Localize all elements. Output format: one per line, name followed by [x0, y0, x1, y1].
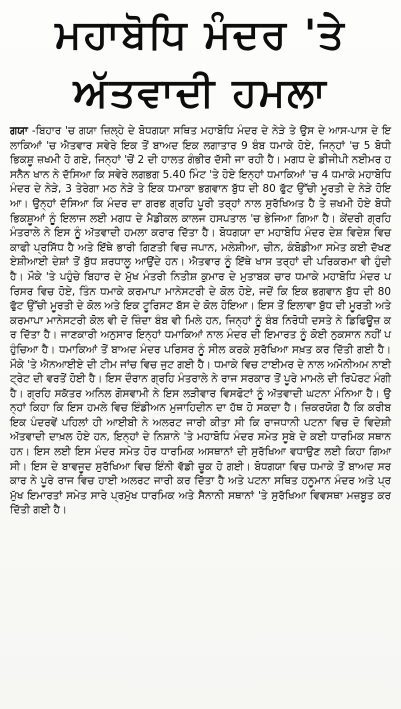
- article-body: [10, 124, 391, 518]
- headline: [10, 6, 391, 122]
- headline-line-2: ਅੱਤਵਾਦੀ ਹਮਲਾ: [73, 70, 328, 116]
- article-text: -ਬਿਹਾਰ 'ਚ ਗਯਾ ਜ਼ਿਲ੍ਹੇ ਦੇ ਬੋਧਗਯਾ ਸਥਿਤ ਮਹਾਬੋਧਿ ਮੰਦਰ ਦੇ ਨੇੜੇ ਤੇ ਉਸ ਦੇ ਆਸ-ਪਾਸ ਦੇ ਇਲਾਕਿਆਂ 'ਚ ਐਤਵਾਰ ਸਵੇਰੇ ਇਕ ਤੋਂ ਬਾਅਦ ਇਕ ਲਗਾਤਾਰ 9 ਬੰਬ ਧਮਾਕੇ ਹੋਏ, ਜਿਨ੍ਹਾਂ 'ਚ 5 ਬੋਧੀ ਭਿਕਸ਼ੂ ਜ਼ਖਮੀ ਹੋ ਗਏ, ਜਿਨ੍ਹਾਂ 'ਚੋਂ 2 ਦੀ ਹਾਲਤ ਗੰਭੀਰ ਦੱਸੀ ਜਾ ਰਹੀ ਹੈ। ਮਗਧ ਦੇ ਡੀਜੀਪੀ ਨਈਮਰ ਹਸਨੈਨ ਖਾਨ ਨੇ ਦੱਸਿਆ ਕਿ ਸਵੇਰੇ ਲਗਭਗ 5.40 ਮਿੰਟ 'ਤੇ ਹੋਏ ਇਨ੍ਹਾਂ ਧਮਾਕਿਆਂ 'ਚ 4 ਧਮਾਕੇ ਮਹਾਬੋਧਿ ਮੰਦਰ ਦੇ ਨੇੜੇ, 3 ਤੇਰੇਗਾ ਮਠ ਨੇੜੇ ਤੇ ਇਕ ਧਮਾਕਾ ਭਗਵਾਨ ਬੁੱਧ ਦੀ 80 ਫੁੱਟ ਉੱਚੀ ਮੂਰਤੀ ਦੇ ਨੇੜੇ ਹੋਇਆ। ਉਨ੍ਹਾਂ ਦੱਸਿਆ ਕਿ ਮੰਦਰ ਦਾ ਗਰਭ ਗ੍ਰਹਿ ਪੂਰੀ ਤਰ੍ਹਾਂ ਨਾਲ ਸੁਰੱਖਿਅਤ ਹੈ ਤੇ ਜ਼ਖਮੀ ਹੋਏ ਬੋਧੀ ਭਿਕਸ਼ੂਆਂ ਨੂੰ ਇਲਾਜ ਲਈ ਮਗਧ ਦੇ ਮੈਡੀਕਲ ਕਾਲਜ ਹਸਪਤਾਲ 'ਚ ਭੇਜਿਆ ਗਿਆ ਹੈ। ਕੇਂਦਰੀ ਗ੍ਰਹਿ ਮੰਤਰਾਲੇ ਨੇ ਇਸ ਨੂੰ ਅੱਤਵਾਦੀ ਹਮਲਾ ਕਰਾਰ ਦਿੱਤਾ ਹੈ। ਬੋਧਗਯਾ ਦਾ ਮਹਾਬੋਧਿ ਮੰਦਰ ਦੇਸ਼ ਵਿਦੇਸ਼ ਵਿਚ ਕਾਫੀ ਪ੍ਰਸਿੱਧ ਹੈ ਅਤੇ ਇੱਥੇ ਭਾਰੀ ਗਿਣਤੀ ਵਿਚ ਜਪਾਨ, ਮਲੇਸ਼ੀਆ, ਚੀਨ, ਕੰਬੋਡੀਆ ਸਮੇਤ ਕਈ ਦੱਖਣ ਏਸ਼ੀਆਈ ਦੇਸ਼ਾਂ ਤੋਂ ਬੁੱਧ ਸ਼ਰਧਾਲੂ ਆਉਂਦੇ ਹਨ। ਐਤਵਾਰ ਨੂੰ ਇੱਥੇ ਖਾਸ ਤਰ੍ਹਾਂ ਦੀ ਪਰਿਕਰਮਾ ਵੀ ਹੁੰਦੀ ਹੈ। ਮੌਕੇ 'ਤੇ ਪਹੁੰਚੇ ਬਿਹਾਰ ਦੇ ਮੁੱਖ ਮੰਤਰੀ ਨਿਤੀਸ਼ ਕੁਮਾਰ ਦੇ ਮੁਤਾਬਕ ਚਾਰ ਧਮਾਕੇ ਮਹਾਬੋਧਿ ਮੰਦਰ ਪਰਿਸਰ ਵਿਚ ਹੋਏ, ਤਿੰਨ ਧਮਾਕੇ ਕਰਮਾਪਾ ਮਾਨੇਸਟਰੀ ਦੇ ਕੋਲ ਹੋਏ, ਜਦੋਂ ਕਿ ਇਕ ਭਗਵਾਨ ਬੁੱਧ ਦੀ 80 ਫੁੱਟ ਉੱਚੀ ਮੂਰਤੀ ਦੇ ਕੋਲ ਅਤੇ ਇਕ ਟੂਰਿਸਟ ਬੱਸ ਦੇ ਕੋਲ ਹੋਇਆ। ਇਸ ਤੋਂ ਇਲਾਵਾ ਬੁੱਧ ਦੀ ਮੂਰਤੀ ਅਤੇ ਕਰਮਾਪਾ ਮਾਨੇਸਟਰੀ ਕੋਲ ਵੀ ਦੋ ਜ਼ਿੰਦਾ ਬੰਬ ਵੀ ਮਿਲੇ ਹਨ, ਜਿਨ੍ਹਾਂ ਨੂੰ ਬੰਬ ਨਿਰੋਧੀ ਦਸਤੇ ਨੇ ਡਿਫਿਊਜ਼ ਕਰ ਦਿੱਤਾ ਹੈ। ਜਾਣਕਾਰੀ ਅਨੁਸਾਰ ਇਨ੍ਹਾਂ ਧਮਾਕਿਆਂ ਨਾਲ ਮੰਦਰ ਦੀ ਇਮਾਰਤ ਨੂੰ ਕੋਈ ਨੁਕਸਾਨ ਨਹੀਂ ਪਹੁੰਚਿਆ ਹੈ। ਧਮਾਕਿਆਂ ਤੋਂ ਬਾਅਦ ਮੰਦਰ ਪਰਿਸਰ ਨੂੰ ਸੀਲ ਕਰਕੇ ਸੁਰੱਖਿਆ ਸਖ਼ਤ ਕਰ ਦਿੱਤੀ ਗਈ ਹੈ। ਮੌਕੇ 'ਤੇ ਐਨਆਈਏ ਦੀ ਟੀਮ ਜਾਂਚ ਵਿਚ ਜੁਟ ਗਈ ਹੈ। ਧਮਾਕੇ ਵਿਚ ਟਾਈਮਰ ਦੇ ਨਾਲ ਅਮੋਨੀਅਮ ਨਾਈਟ੍ਰੇਟ ਦੀ ਵਰਤੋਂ ਹੋਈ ਹੈ। ਇਸ ਦੌਰਾਨ ਗ੍ਰਹਿ ਮੰਤਰਾਲੇ ਨੇ ਰਾਜ ਸਰਕਾਰ ਤੋਂ ਪੂਰੇ ਮਾਮਲੇ ਦੀ ਰਿਪੋਰਟ ਮੰਗੀ ਹੈ। ਗ੍ਰਹਿ ਸਕੱਤਰ ਅਨਿਲ ਗੋਸਵਾਮੀ ਨੇ ਇਸ ਲੜੀਵਾਰ ਵਿਸਫੋਟਾਂ ਨੂੰ ਅੱਤਵਾਦੀ ਘਟਨਾ ਮੰਨਿਆ ਹੈ। ਉਨ੍ਹਾਂ ਕਿਹਾ ਕਿ ਇਸ ਹਮਲੇ ਵਿਚ ਇੰਡੀਅਨ ਮੁਜਾਹਿਦੀਨ ਦਾ ਹੱਥ ਹੋ ਸਕਦਾ ਹੈ। ਜ਼ਿਕਰਯੋਗ ਹੈ ਕਿ ਕਰੀਬ ਇਕ ਪੰਦਰਵੇਂ ਪਹਿਲਾਂ ਹੀ ਆਈਬੀ ਨੇ ਅਲਰਟ ਜਾਰੀ ਕੀਤਾ ਸੀ ਕਿ ਰਾਜਧਾਨੀ ਪਟਨਾ ਵਿਚ ਦੋ ਵਿਦੇਸ਼ੀ ਅੱਤਵਾਦੀ ਦਾਖ਼ਲ ਹੋਏ ਹਨ, ਇਨ੍ਹਾਂ ਦੇ ਨਿਸ਼ਾਨੇ 'ਤੇ ਮਹਾਬੋਧਿ ਮੰਦਰ ਸਮੇਤ ਸੂਬੇ ਦੇ ਕਈ ਧਾਰਮਿਕ ਸਥਾਨ ਹਨ। ਇਸ ਲਈ ਇਸ ਮੰਦਰ ਸਮੇਤ ਹੋਰ ਧਾਰਮਿਕ ਅਸਥਾਨਾਂ ਦੀ ਸੁਰੱਖਿਆ ਵਧਾਉਣ ਲਈ ਕਿਹਾ ਗਿਆ ਸੀ। ਇਸ ਦੇ ਬਾਵਜੂਦ ਸੁਰੱਖਿਆ ਵਿਚ ਇੰਨੀ ਵੱਡੀ ਚੂਕ ਹੋ ਗਈ। ਬੋਧਗਯਾ ਵਿਚ ਧਮਾਕੇ ਤੋਂ ਬਾਅਦ ਸਰਕਾਰ ਨੇ ਪੂਰੇ ਰਾਜ ਵਿਚ ਹਾਈ ਅਲਰਟ ਜਾਰੀ ਕਰ ਦਿੱਤਾ ਹੈ ਅਤੇ ਪਟਨਾ ਸਥਿਤ ਹਨੂਮਾਨ ਮੰਦਰ ਅਤੇ ਪ੍ਰਮੁੱਖ ਇਮਾਰਤਾਂ ਸਮੇਤ ਸਾਰੇ ਪ੍ਰਮੁੱਖ ਧਾਰਮਿਕ ਅਤੇ ਸੈਨਾਨੀ ਸਥਾਨਾਂ 'ਤੇ ਸੁਰੱਖਿਆ ਵਿਵਸਥਾ ਮਜ਼ਬੂਤ ਕਰ ਦਿੱਤੀ ਗਈ ਹੈ।: [10, 125, 391, 517]
- dateline: ਗਯਾ: [10, 125, 28, 137]
- headline-line-1: ਮਹਾਬੋਧਿ ਮੰਦਰ 'ਤੇ: [55, 12, 346, 58]
